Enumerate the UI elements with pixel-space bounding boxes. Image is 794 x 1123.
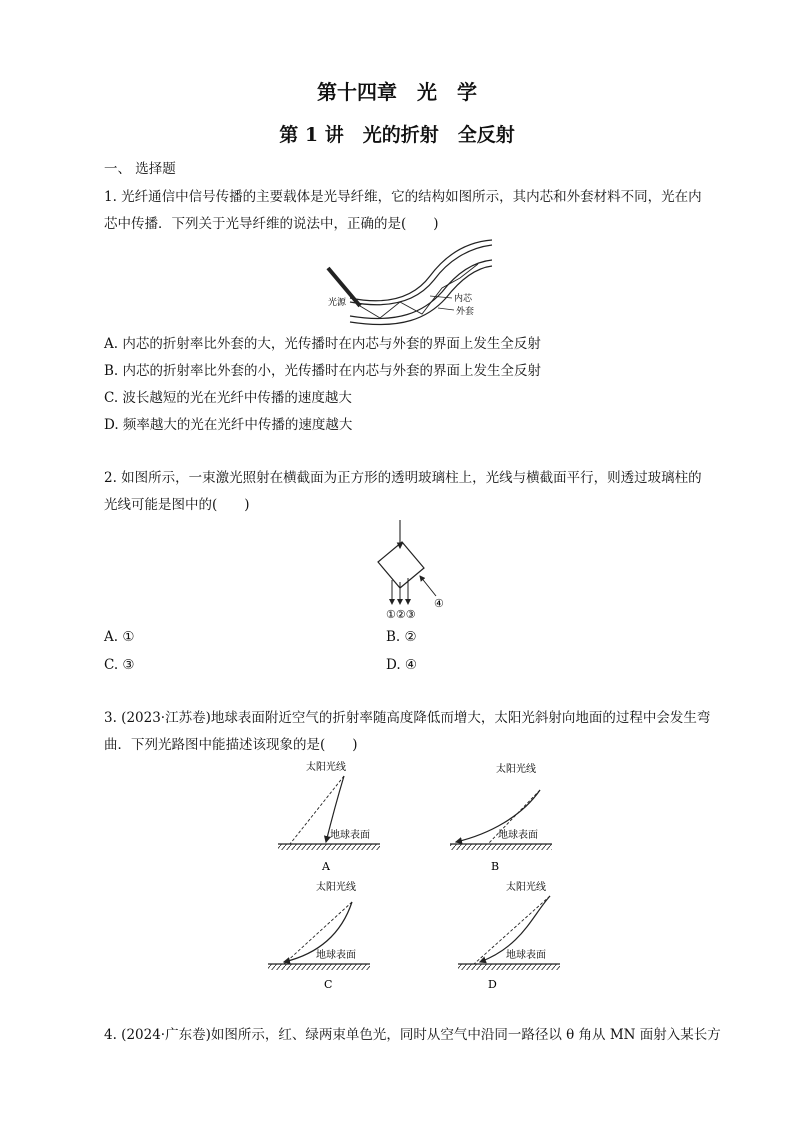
q1-option-a: A. 内芯的折射率比外套的大，光传播时在内芯与外套的界面上发生全反射: [104, 336, 541, 352]
q2-option-a: A. ①: [104, 629, 135, 645]
q1-option-d: D. 频率越大的光在光纤中传播的速度越大: [104, 417, 353, 433]
panel-d-label: D: [488, 978, 497, 991]
panel-c-ground-label: 地球表面: [316, 950, 356, 961]
q2-text-line1: 2. 如图所示，一束激光照射在横截面为正方形的透明玻璃柱上，光线与横截面平行，则透过玻璃柱的: [104, 470, 702, 486]
fig-label-source: 光源: [328, 298, 347, 308]
panel-d-sun-label: 太阳光线: [506, 882, 546, 893]
panel-a-label: A: [322, 860, 330, 873]
q1-option-c: C. 波长越短的光在光纤中传播的速度越大: [104, 390, 352, 406]
panel-a: [278, 760, 380, 873]
panel-c-label: C: [324, 978, 333, 991]
square-prism: [378, 542, 424, 588]
q2-text-line2: 光线可能是图中的( ): [104, 497, 250, 513]
panel-d: [458, 880, 560, 991]
panel-a-sun-label: 太阳光线: [306, 762, 346, 773]
q2-option-c: C. ③: [104, 657, 135, 673]
panel-c: [268, 880, 370, 991]
panel-d-ground-label: 地球表面: [506, 950, 546, 961]
q2-option-b: B. ②: [386, 629, 417, 645]
panel-b: [450, 762, 552, 873]
chapter-title: 第十四章 光 学: [317, 80, 477, 104]
q1-text-line2: 芯中传播．下列关于光导纤维的说法中，正确的是( ): [104, 216, 439, 232]
panel-c-sun-label: 太阳光线: [316, 882, 356, 893]
section-label: 一、 选择题: [104, 161, 176, 177]
q3-text-line1: 3. (2023·江苏卷)地球表面附近空气的折射率随高度降低而增大，太阳光斜射向地面的过程中会发生弯: [104, 710, 711, 726]
q1-text-line1: 1. 光纤通信中信号传播的主要载体是光导纤维，它的结构如图所示，其内芯和外套材料不同，光在内: [104, 189, 702, 205]
sunlight-path-figure: [260, 756, 580, 996]
panel-b-sun-label: 太阳光线: [496, 764, 536, 775]
glass-prism-figure: [350, 518, 460, 622]
lesson-title: 第 1 讲 光的折射 全反射: [279, 124, 515, 146]
ray-4: [420, 576, 436, 596]
panel-b-label: B: [491, 860, 500, 873]
fig-label-rays-123: ①②③: [386, 608, 416, 621]
panel-a-ground-label: 地球表面: [330, 830, 370, 841]
fig-label-ray-4: ④: [434, 597, 444, 610]
fig-label-core: 内芯: [454, 294, 473, 304]
q1-option-b: B. 内芯的折射率比外套的小，光传播时在内芯与外套的界面上发生全反射: [104, 363, 542, 379]
q2-option-d: D. ④: [386, 657, 418, 673]
fig-label-cladding: 外套: [456, 307, 475, 317]
q4-text-line1: 4. (2024·广东卷)如图所示，红、绿两束单色光，同时从空气中沿同一路径以 θ 角从 MN 面射入某长方: [104, 1027, 721, 1043]
q3-text-line2: 曲．下列光路图中能描述该现象的是( ): [104, 737, 358, 753]
panel-b-ground-label: 地球表面: [498, 830, 538, 841]
optical-fiber-figure: [320, 236, 500, 328]
